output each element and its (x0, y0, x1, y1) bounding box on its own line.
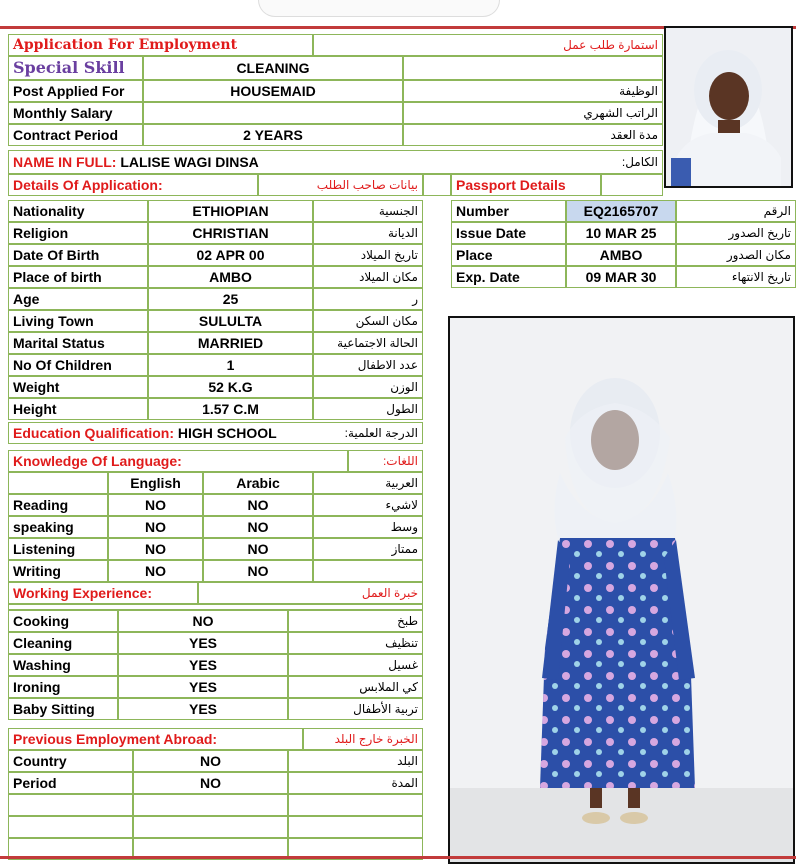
detail-value: 02 APR 00 (148, 244, 313, 266)
language-english-value: NO (108, 494, 203, 516)
language-row-ar: وسط (313, 516, 423, 538)
experience-label: Cleaning (8, 632, 118, 654)
portrait-photo (664, 26, 793, 188)
detail-label: Marital Status (8, 332, 148, 354)
post-applied-ar: الوظيفة (403, 80, 663, 102)
detail-label: Living Town (8, 310, 148, 332)
language-header-ar: :اللغات (348, 450, 423, 472)
language-arabic-value: NO (203, 538, 313, 560)
detail-ar: مكان الميلاد (313, 266, 423, 288)
detail-ar: الديانة (313, 222, 423, 244)
language-english-value: NO (108, 560, 203, 582)
passport-value: 10 MAR 25 (566, 222, 676, 244)
previous-header-ar: الخبرة خارج البلد (303, 728, 423, 750)
passport-value: 09 MAR 30 (566, 266, 676, 288)
passport-header: Passport Details (451, 174, 601, 196)
language-corner (8, 472, 108, 494)
language-header: Knowledge Of Language: (8, 450, 348, 472)
detail-value: 25 (148, 288, 313, 310)
post-applied-value: HOUSEMAID (143, 80, 403, 102)
experience-ar: طبخ (288, 610, 423, 632)
education-value: HIGH SCHOOL (177, 425, 277, 441)
details-header: Details Of Application: (8, 174, 258, 196)
detail-ar: عدد الاطفال (313, 354, 423, 376)
detail-value: ETHIOPIAN (148, 200, 313, 222)
education-row (8, 422, 423, 444)
passport-label: Issue Date (451, 222, 566, 244)
full-body-figure (450, 318, 793, 862)
detail-ar: الطول (313, 398, 423, 420)
detail-label: Nationality (8, 200, 148, 222)
name-row (8, 150, 663, 174)
language-arabic-value: NO (203, 494, 313, 516)
language-row-ar: لاشيء (313, 494, 423, 516)
detail-label: Date Of Birth (8, 244, 148, 266)
language-english-header: English (108, 472, 203, 494)
full-body-photo (448, 316, 795, 864)
language-english-value: NO (108, 538, 203, 560)
language-arabic-header-ar: العربية (313, 472, 423, 494)
experience-ar: تربية الأطفال (288, 698, 423, 720)
detail-ar: ر (313, 288, 423, 310)
previous-header: Previous Employment Abroad: (8, 728, 303, 750)
passport-value: AMBO (566, 244, 676, 266)
empty-cell (133, 794, 288, 816)
language-row-ar: ممتاز (313, 538, 423, 560)
passport-ar: مكان الصدور (676, 244, 796, 266)
bottom-red-line (0, 856, 796, 859)
language-row-label: speaking (8, 516, 108, 538)
education-label: Education Qualification: (13, 425, 175, 441)
education-ar: :الدرجة العلمية (344, 426, 418, 440)
previous-ar: البلد (288, 750, 423, 772)
experience-label: Ironing (8, 676, 118, 698)
empty-cell (8, 816, 133, 838)
empty-cell (133, 816, 288, 838)
special-skill-value: CLEANING (143, 56, 403, 80)
language-row-ar (313, 560, 423, 582)
passport-ar: تاريخ الانتهاء (676, 266, 796, 288)
detail-label: Weight (8, 376, 148, 398)
details-gap (423, 174, 451, 196)
previous-label: Period (8, 772, 133, 794)
contract-period-ar: مدة العقد (403, 124, 663, 146)
passport-ar: تاريخ الصدور (676, 222, 796, 244)
experience-header: Working Experience: (8, 582, 198, 604)
experience-ar: غسيل (288, 654, 423, 676)
language-row-label: Reading (8, 494, 108, 516)
experience-value: YES (118, 698, 288, 720)
experience-label: Washing (8, 654, 118, 676)
experience-value: NO (118, 610, 288, 632)
portrait-figure (666, 28, 791, 186)
detail-label: Place of birth (8, 266, 148, 288)
detail-ar: مكان السكن (313, 310, 423, 332)
language-english-value: NO (108, 516, 203, 538)
experience-value: YES (118, 676, 288, 698)
name-label: NAME IN FULL: (13, 154, 117, 170)
detail-label: No Of Children (8, 354, 148, 376)
passport-value: EQ2165707 (566, 200, 676, 222)
empty-cell (288, 816, 423, 838)
previous-value: NO (133, 750, 288, 772)
detail-label: Height (8, 398, 148, 420)
details-header-ar: بيانات صاحب الطلب (258, 174, 423, 196)
experience-value: YES (118, 632, 288, 654)
detail-ar: تاريخ الميلاد (313, 244, 423, 266)
contract-period-value: 2 YEARS (143, 124, 403, 146)
passport-label: Exp. Date (451, 266, 566, 288)
experience-ar: كي الملابس (288, 676, 423, 698)
language-arabic-header: Arabic (203, 472, 313, 494)
detail-label: Age (8, 288, 148, 310)
passport-ar: الرقم (676, 200, 796, 222)
title-en: Application For Employment (8, 34, 313, 56)
experience-ar: تنظيف (288, 632, 423, 654)
detail-value: AMBO (148, 266, 313, 288)
monthly-salary-label: Monthly Salary (8, 102, 143, 124)
monthly-salary-value (143, 102, 403, 124)
detail-value: 1 (148, 354, 313, 376)
special-skill-ar (403, 56, 663, 80)
detail-value: CHRISTIAN (148, 222, 313, 244)
language-row-label: Writing (8, 560, 108, 582)
top-tab (258, 0, 500, 17)
post-applied-label: Post Applied For (8, 80, 143, 102)
detail-ar: الجنسية (313, 200, 423, 222)
monthly-salary-ar: الراتب الشهري (403, 102, 663, 124)
contract-period-label: Contract Period (8, 124, 143, 146)
language-row-label: Listening (8, 538, 108, 560)
passport-header-gap (601, 174, 663, 196)
title-ar: استمارة طلب عمل (313, 34, 663, 56)
previous-ar: المدة (288, 772, 423, 794)
name-ar: :الكامل (621, 155, 658, 169)
previous-value: NO (133, 772, 288, 794)
experience-label: Baby Sitting (8, 698, 118, 720)
detail-value: 1.57 C.M (148, 398, 313, 420)
detail-value: SULULTA (148, 310, 313, 332)
passport-label: Number (451, 200, 566, 222)
passport-label: Place (451, 244, 566, 266)
empty-cell (288, 794, 423, 816)
experience-label: Cooking (8, 610, 118, 632)
experience-header-ar: خبرة العمل (198, 582, 423, 604)
special-skill-label: Special Skill (8, 56, 143, 80)
previous-label: Country (8, 750, 133, 772)
detail-ar: الحالة الاجتماعية (313, 332, 423, 354)
detail-value: MARRIED (148, 332, 313, 354)
detail-ar: الوزن (313, 376, 423, 398)
name-value: LALISE WAGI DINSA (120, 154, 259, 170)
empty-cell (8, 794, 133, 816)
detail-value: 52 K.G (148, 376, 313, 398)
detail-label: Religion (8, 222, 148, 244)
language-arabic-value: NO (203, 516, 313, 538)
language-arabic-value: NO (203, 560, 313, 582)
experience-value: YES (118, 654, 288, 676)
